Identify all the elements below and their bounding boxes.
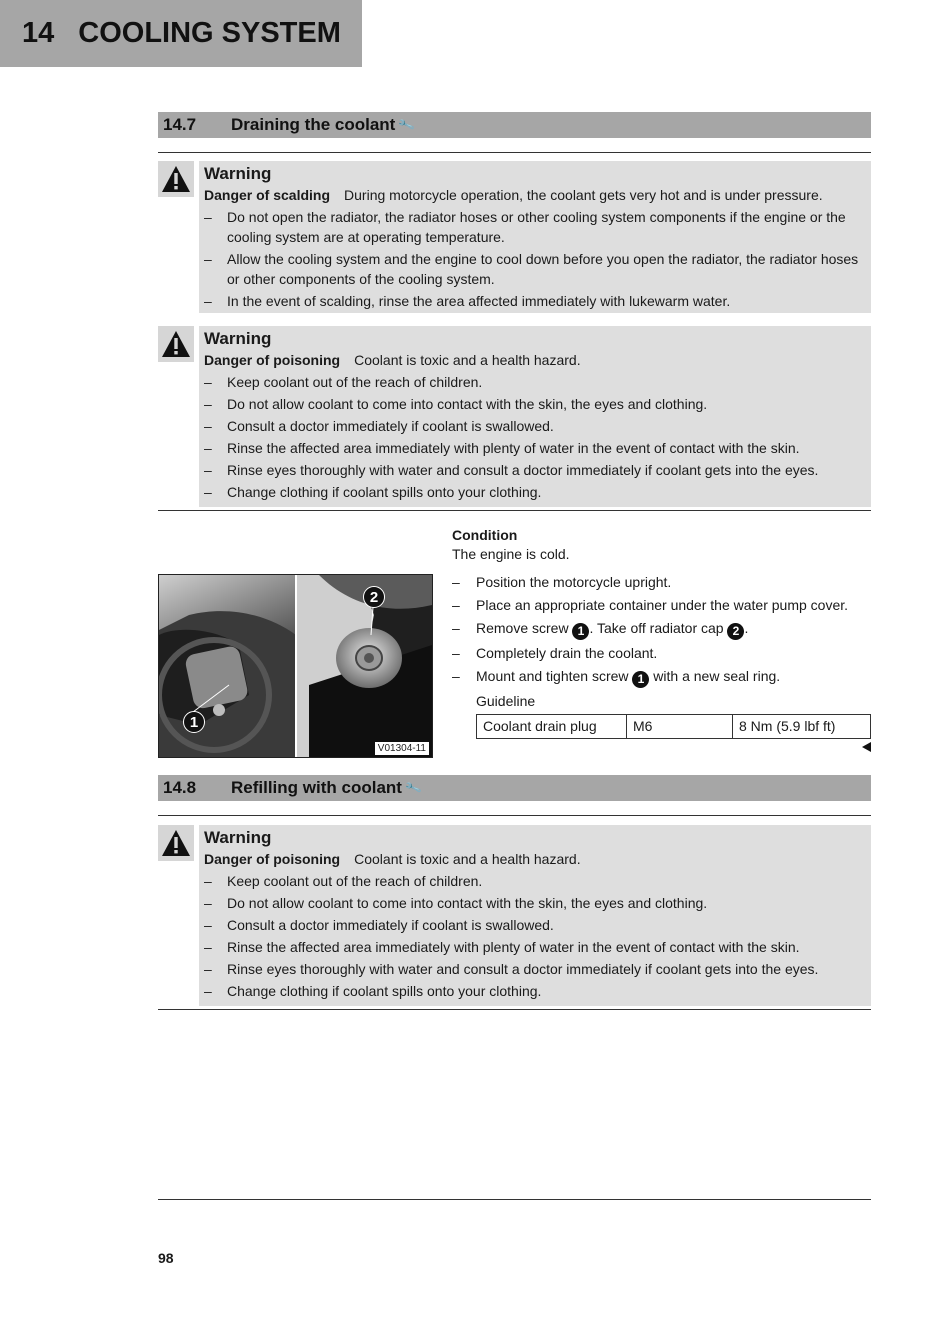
list-item: – Do not open the radiator, the radiator hoses or other cooling system components if the engine or the cooling system are at operating temperature. bbox=[204, 207, 861, 247]
warning-intro-text: During motorcycle operation, the coolant gets very hot and is under pressure. bbox=[344, 187, 823, 203]
callout-ref-1: 1 bbox=[572, 623, 589, 640]
step-item: – Place an appropriate container under the water pump cover. bbox=[452, 596, 872, 615]
section-title: Draining the coolant bbox=[231, 115, 396, 134]
warning-body bbox=[199, 825, 871, 1006]
section-heading-refilling bbox=[158, 775, 871, 801]
procedure-photo bbox=[158, 574, 433, 758]
section-number: 14.7 bbox=[163, 115, 197, 134]
spec-table bbox=[476, 714, 871, 739]
warning-triangle-icon bbox=[158, 825, 194, 861]
section-title: Refilling with coolant bbox=[231, 778, 402, 797]
warning-label: Danger of poisoning bbox=[204, 851, 341, 867]
list-item: – In the event of scalding, rinse the area affected immediately with lukewarm water. bbox=[204, 291, 861, 311]
warning-intro bbox=[204, 350, 861, 370]
step-item: – Completely drain the coolant. bbox=[452, 644, 872, 663]
callout-2: 2 bbox=[363, 586, 385, 608]
chapter-number: 14 bbox=[22, 17, 55, 49]
spec-name: Coolant drain plug bbox=[477, 715, 627, 739]
list-item: – Keep coolant out of the reach of children. bbox=[204, 372, 861, 392]
step-list bbox=[452, 573, 872, 688]
divider bbox=[158, 815, 871, 816]
divider bbox=[158, 152, 871, 153]
list-item: – Do not allow coolant to come into contact with the skin, the eyes and clothing. bbox=[204, 893, 861, 913]
guideline-label: Guideline bbox=[476, 693, 536, 709]
list-item: – Allow the cooling system and the engine to cool down before you open the radiator, the radiator hoses or other components of the cooling system. bbox=[204, 249, 861, 289]
procedure-steps bbox=[452, 526, 872, 739]
warning-label: Danger of poisoning bbox=[204, 352, 341, 368]
spec-torque: 8 Nm (5.9 lbf ft) bbox=[733, 715, 871, 739]
list-item: – Consult a doctor immediately if coolant is swallowed. bbox=[204, 915, 861, 935]
warning-triangle-icon bbox=[158, 161, 194, 197]
warning-intro-text: Coolant is toxic and a health hazard. bbox=[354, 352, 581, 368]
warning-scalding bbox=[158, 161, 871, 313]
divider bbox=[158, 1009, 871, 1010]
warning-intro bbox=[204, 849, 861, 869]
table-row bbox=[477, 715, 871, 739]
list-item: – Do not allow coolant to come into contact with the skin, the eyes and clothing. bbox=[204, 394, 861, 414]
warning-title: Warning bbox=[204, 828, 272, 847]
warning-list bbox=[204, 372, 861, 502]
section-number: 14.8 bbox=[163, 778, 197, 797]
callout-ref-2: 2 bbox=[727, 623, 744, 640]
step-text: with a new seal ring. bbox=[649, 668, 781, 684]
callout-1: 1 bbox=[183, 711, 205, 733]
list-item: – Change clothing if coolant spills onto your clothing. bbox=[204, 981, 861, 1001]
warning-triangle-icon bbox=[158, 326, 194, 362]
warning-title: Warning bbox=[204, 329, 272, 348]
step-item bbox=[452, 619, 872, 640]
page-number: 98 bbox=[158, 1250, 174, 1266]
step-text: Remove screw bbox=[476, 620, 573, 636]
step-item: – Position the motorcycle upright. bbox=[452, 573, 872, 592]
list-item: – Change clothing if coolant spills onto your clothing. bbox=[204, 482, 861, 502]
list-item: – Consult a doctor immediately if coolant is swallowed. bbox=[204, 416, 861, 436]
spec-thread: M6 bbox=[627, 715, 733, 739]
wrench-icon: 🔧 bbox=[397, 115, 417, 135]
list-item: – Keep coolant out of the reach of children. bbox=[204, 871, 861, 891]
step-item bbox=[452, 667, 872, 688]
photo-caption: V01304-11 bbox=[375, 742, 429, 755]
condition-text: The engine is cold. bbox=[452, 546, 570, 562]
warning-poisoning bbox=[158, 326, 871, 508]
list-item: – Rinse eyes thoroughly with water and consult a doctor immediately if coolant gets into the eyes. bbox=[204, 959, 861, 979]
list-item: – Rinse the affected area immediately with plenty of water in the event of contact with the skin. bbox=[204, 438, 861, 458]
callout-ref-1: 1 bbox=[632, 671, 649, 688]
list-item: – Rinse the affected area immediately with plenty of water in the event of contact with the skin. bbox=[204, 937, 861, 957]
warning-label: Danger of scalding bbox=[204, 187, 331, 203]
wrench-icon: 🔧 bbox=[404, 778, 423, 798]
warning-body bbox=[199, 326, 871, 507]
condition-title: Condition bbox=[452, 527, 518, 543]
list-item: – Rinse eyes thoroughly with water and consult a doctor immediately if coolant gets into the eyes. bbox=[204, 460, 861, 480]
warning-list bbox=[204, 207, 861, 311]
footer-divider bbox=[158, 1199, 871, 1200]
step-text: . bbox=[744, 620, 749, 636]
step-text: Mount and tighten screw bbox=[476, 668, 633, 684]
section-heading-draining bbox=[158, 112, 871, 138]
warning-list bbox=[204, 871, 861, 1001]
warning-body bbox=[199, 161, 871, 313]
divider bbox=[158, 510, 871, 511]
chapter-title: COOLING SYSTEM bbox=[78, 17, 341, 49]
warning-poisoning-refill bbox=[158, 825, 871, 1007]
warning-intro bbox=[204, 185, 861, 205]
warning-title: Warning bbox=[204, 164, 272, 183]
warning-intro-text: Coolant is toxic and a health hazard. bbox=[354, 851, 581, 867]
section-end-icon bbox=[862, 742, 871, 752]
chapter-header bbox=[0, 0, 362, 67]
step-text: . Take off radiator cap bbox=[589, 620, 728, 636]
